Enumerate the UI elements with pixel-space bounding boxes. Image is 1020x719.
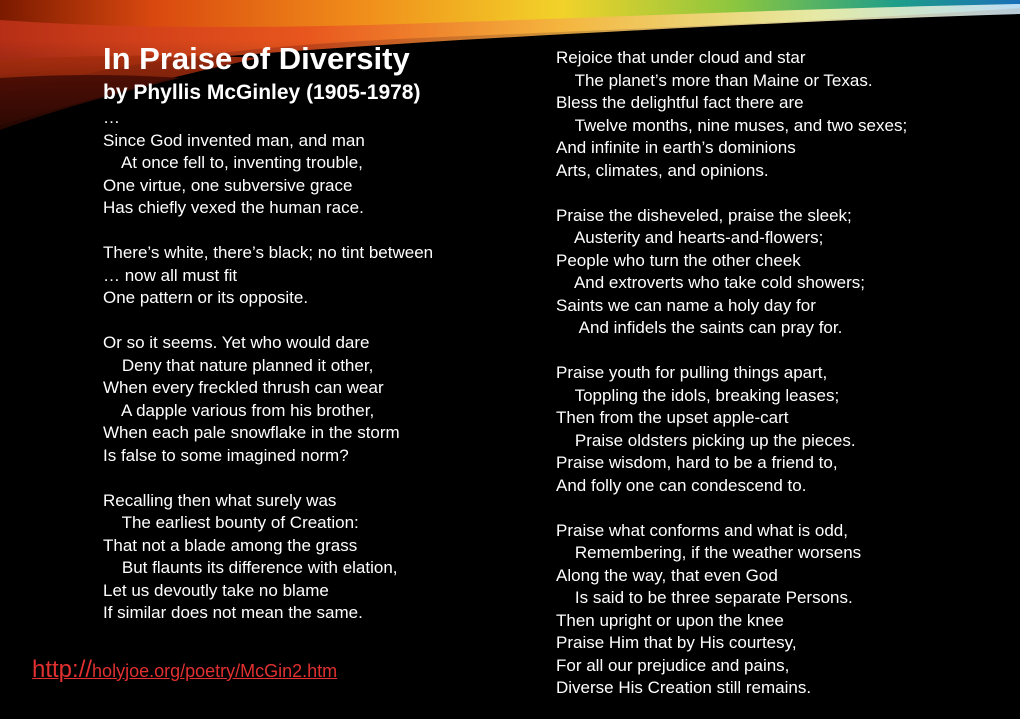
poem-line bbox=[556, 182, 907, 205]
poem-line: Twelve months, nine muses, and two sexes; bbox=[556, 115, 908, 135]
source-link-scheme: http:// bbox=[32, 656, 93, 683]
poem-line: Then upright or upon the knee bbox=[556, 610, 784, 630]
poem-line: When each pale snowflake in the storm bbox=[103, 423, 400, 442]
poem-line: … now all must fit bbox=[103, 265, 238, 285]
poem-line: Arts, climates, and opinions. bbox=[556, 160, 769, 180]
poem-line: At once fell to, inventing trouble, bbox=[103, 153, 363, 172]
poem-line: The earliest bounty of Creation: bbox=[103, 513, 359, 532]
poem-line: Is said to be three separate Persons. bbox=[556, 588, 853, 607]
poem-line: Praise youth for pulling things apart, bbox=[556, 363, 828, 382]
poem-line: … bbox=[103, 108, 120, 127]
poem-line: Praise what conforms and what is odd, bbox=[556, 520, 848, 540]
poem-line: Deny that nature planned it other, bbox=[103, 355, 374, 375]
poem-line: And folly one can condescend to. bbox=[556, 475, 807, 495]
poem-line: Praise oldsters picking up the pieces. bbox=[556, 430, 856, 450]
source-link[interactable] bbox=[32, 656, 337, 684]
poem-line: Remembering, if the weather worsens bbox=[556, 543, 862, 562]
poem-line: Praise Him that by His courtesy, bbox=[556, 633, 797, 652]
poem-title: In Praise of Diversity bbox=[103, 41, 410, 76]
poem-left-column bbox=[103, 107, 433, 625]
poem-byline: by Phyllis McGinley (1905-1978) bbox=[103, 81, 421, 104]
poem-line bbox=[103, 467, 433, 490]
poem-line: A dapple various from his brother, bbox=[103, 400, 375, 420]
poem-line: Has chiefly vexed the human race. bbox=[103, 198, 364, 217]
poem-line: Or so it seems. Yet who would dare bbox=[103, 333, 370, 352]
poem-line: One virtue, one subversive grace bbox=[103, 175, 353, 195]
poem-line: There’s white, there’s black; no tint between bbox=[103, 243, 434, 262]
poem-line: Praise wisdom, hard to be a friend to, bbox=[556, 453, 838, 472]
poem-line: Recalling then what surely was bbox=[103, 490, 337, 510]
poem-line: Let us devoutly take no blame bbox=[103, 580, 329, 600]
poem-line: Austerity and hearts-and-flowers; bbox=[556, 228, 824, 247]
poem-line: Is false to some imagined norm? bbox=[103, 445, 349, 465]
poem-line: Then from the upset apple-cart bbox=[556, 408, 789, 427]
poem-line: Diverse His Creation still remains. bbox=[556, 678, 812, 697]
poem-line: Praise the disheveled, praise the sleek; bbox=[556, 205, 852, 225]
poem-line: People who turn the other cheek bbox=[556, 250, 801, 270]
poem-line bbox=[103, 310, 433, 333]
poem-right-column bbox=[556, 47, 907, 700]
poem-line: And infinite in earth’s dominions bbox=[556, 138, 796, 157]
poem-line bbox=[556, 497, 907, 520]
poem-line: One pattern or its opposite. bbox=[103, 288, 309, 307]
poem-line: Saints we can name a holy day for bbox=[556, 295, 816, 315]
poem-line: But flaunts its difference with elation, bbox=[103, 558, 398, 577]
source-link-path: holyjoe.org/poetry/McGin2.htm bbox=[92, 661, 338, 681]
poem-line: Along the way, that even God bbox=[556, 565, 778, 585]
poem-line: For all our prejudice and pains, bbox=[556, 655, 790, 675]
poem-line: If similar does not mean the same. bbox=[103, 603, 363, 622]
poem-line: Rejoice that under cloud and star bbox=[556, 48, 806, 67]
poem-line: That not a blade among the grass bbox=[103, 535, 358, 555]
poem-line: And infidels the saints can pray for. bbox=[556, 318, 843, 337]
poem-line bbox=[103, 220, 433, 243]
poem-line: Since God invented man, and man bbox=[103, 130, 365, 150]
poem-line: When every freckled thrush can wear bbox=[103, 378, 384, 397]
poem-line bbox=[556, 340, 907, 363]
poem-line: Bless the delightful fact there are bbox=[556, 93, 804, 112]
poem-line: And extroverts who take cold showers; bbox=[556, 273, 865, 292]
poem-line: Toppling the idols, breaking leases; bbox=[556, 385, 840, 405]
poem-line: The planet’s more than Maine or Texas. bbox=[556, 70, 873, 90]
